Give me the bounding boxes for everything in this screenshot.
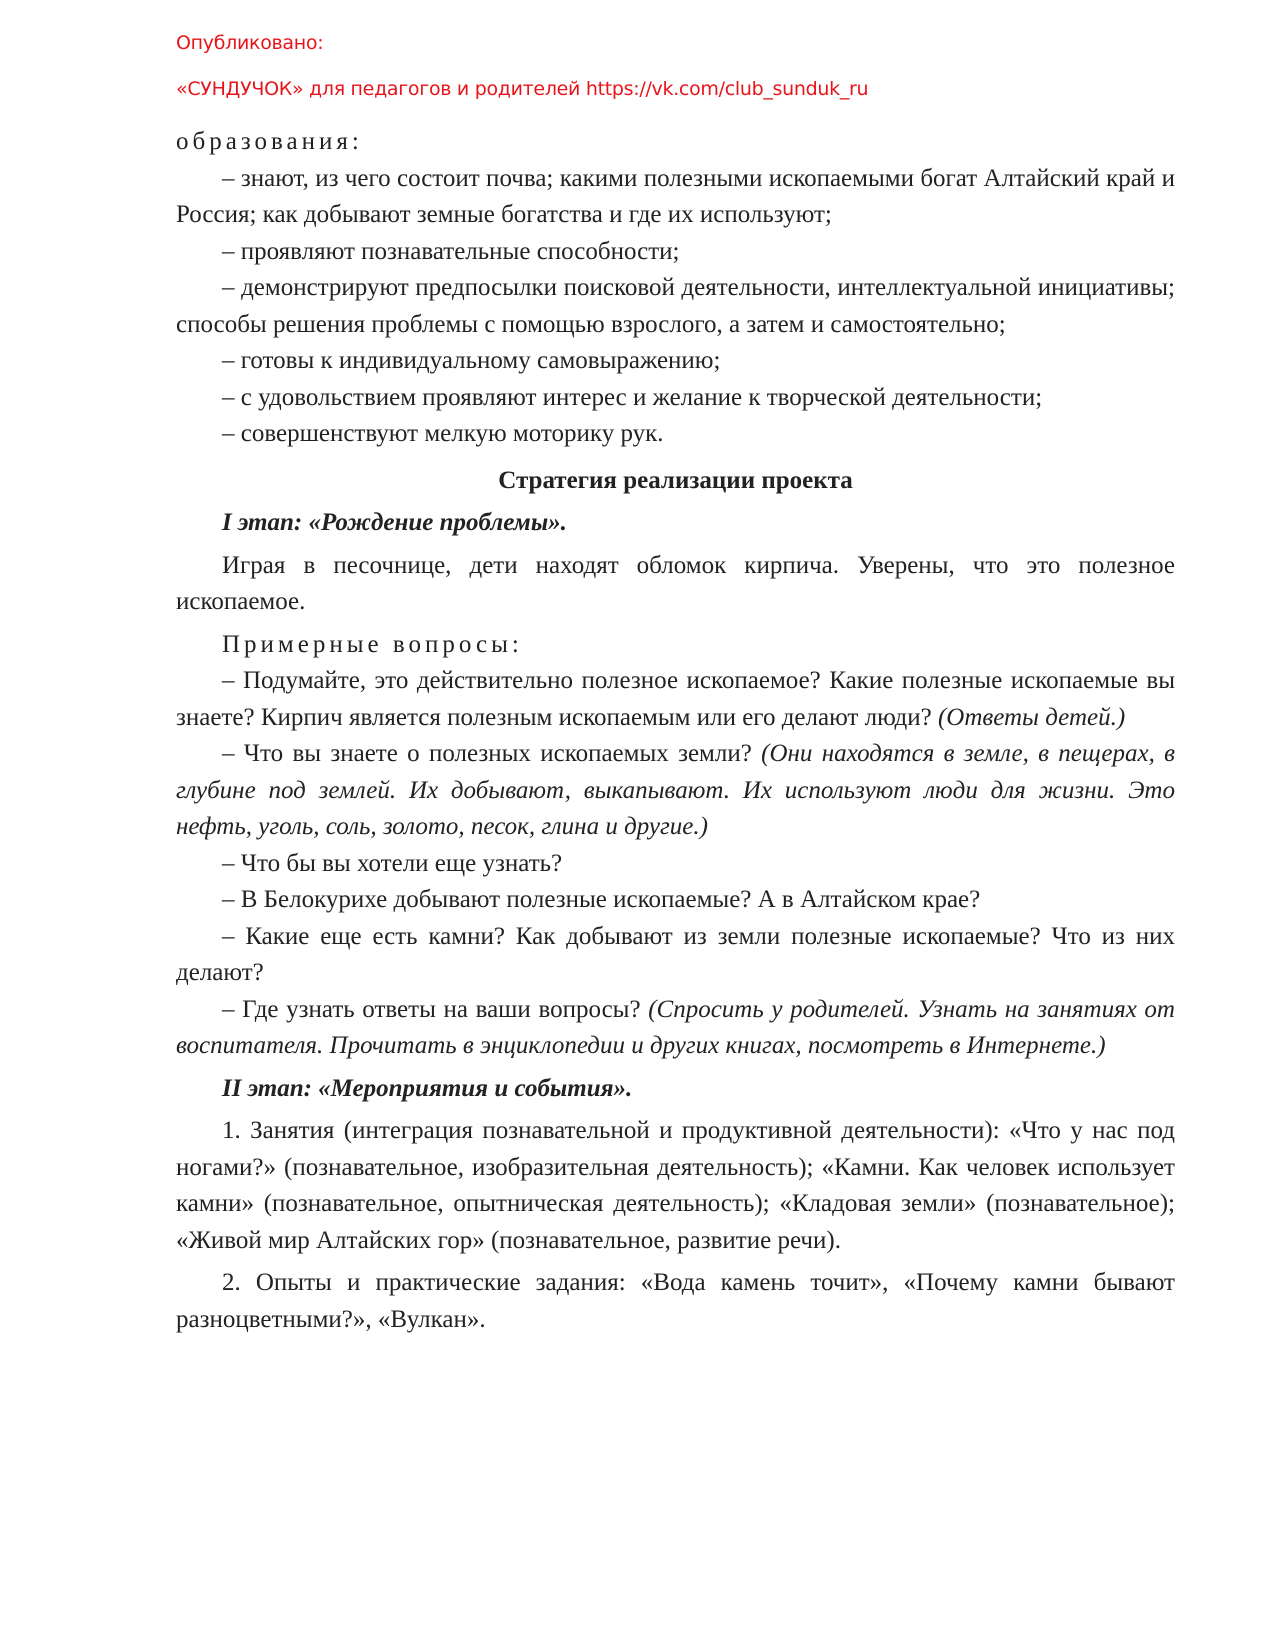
questions-label: Примерные вопросы: bbox=[222, 630, 523, 658]
question-item bbox=[176, 846, 1175, 883]
stage2-item: 1. Занятия (интеграция познавательной и продуктивной деятельности): «Что у нас под ногами?» (познавательное, изобразительная деятельность); «Камни. Как человек использует камни» (познавательное, опытническая деятельность); «Кладовая земли» (познавательное); «Живой мир Алтайских гор» (познавательное, развитие речи). bbox=[176, 1117, 1175, 1254]
stage1-intro: Играя в песочнице, дети находят обломок кирпича. Уверены, что это полезное ископаемое. bbox=[176, 551, 1175, 615]
question-answer: (Спросить у родителей. Узнать на занятиях от воспитателя. Прочитать в энциклопедии и других книгах, посмотреть в Интернете.) bbox=[176, 995, 1175, 1059]
outcome-item: – демонстрируют предпосылки поисковой деятельности, интеллектуальной инициативы; способы решения проблемы с помощью взрослого, а затем и самостоятельно; bbox=[176, 274, 1175, 338]
document-body bbox=[176, 124, 1175, 1338]
question-item bbox=[176, 992, 1175, 1065]
stage2-heading: II этап: «Мероприятия и события». bbox=[222, 1074, 633, 1102]
section-title: Стратегия реализации проекта bbox=[498, 466, 853, 494]
question-answer: (Они находятся в земле, в пещерах, в глубине под землей. Их добывают, выкапывают. Их используют люди для жизни. Это нефть, уголь, соль, золото, песок, глина и другие.) bbox=[176, 740, 1175, 840]
question-text: – Что бы вы хотели еще узнать? bbox=[222, 849, 563, 877]
question-text: – Где узнать ответы на ваши вопросы? bbox=[222, 995, 649, 1023]
outcome-item: – готовы к индивидуальному самовыражению; bbox=[222, 347, 721, 374]
stage1-heading: I этап: «Рождение проблемы». bbox=[222, 509, 567, 536]
published-label: Опубликовано: bbox=[176, 32, 324, 54]
outcome-item: – проявляют познавательные способности; bbox=[222, 237, 680, 265]
question-item bbox=[176, 882, 1175, 919]
question-item bbox=[176, 919, 1175, 992]
question-item bbox=[176, 736, 1175, 846]
outcome-item: – знают, из чего состоит почва; какими полезными ископаемыми богат Алтайский край и Россия; как добывают земные богатства и где их используют; bbox=[176, 164, 1175, 228]
question-answer: (Ответы детей.) bbox=[937, 703, 1126, 731]
question-item bbox=[176, 663, 1175, 736]
question-text: – Подумайте, это действительно полезное ископаемое? Какие полезные ископаемые вы знаете? Кирпич является полезным ископаемым или его делают люди? bbox=[176, 667, 1175, 731]
stage2-item: 2. Опыты и практические задания: «Вода камень точит», «Почему камни бывают разноцветными?», «Вулкан». bbox=[176, 1269, 1175, 1333]
question-text: – Какие еще есть камни? Как добывают из земли полезные ископаемые? Что из них делают? bbox=[176, 922, 1175, 986]
outcome-item: – с удовольствием проявляют интерес и желание к творческой деятельности; bbox=[222, 383, 1043, 411]
source-link[interactable]: «СУНДУЧОК» для педагогов и родителей https://vk.com/club_sunduk_ru bbox=[176, 78, 869, 100]
continued-word: образования: bbox=[176, 128, 363, 155]
question-text: – В Белокурихе добывают полезные ископаемые? А в Алтайском крае? bbox=[222, 886, 981, 913]
outcome-item: – совершенствуют мелкую моторику рук. bbox=[222, 420, 664, 447]
question-text: – Что вы знаете о полезных ископаемых земли? bbox=[222, 740, 762, 767]
